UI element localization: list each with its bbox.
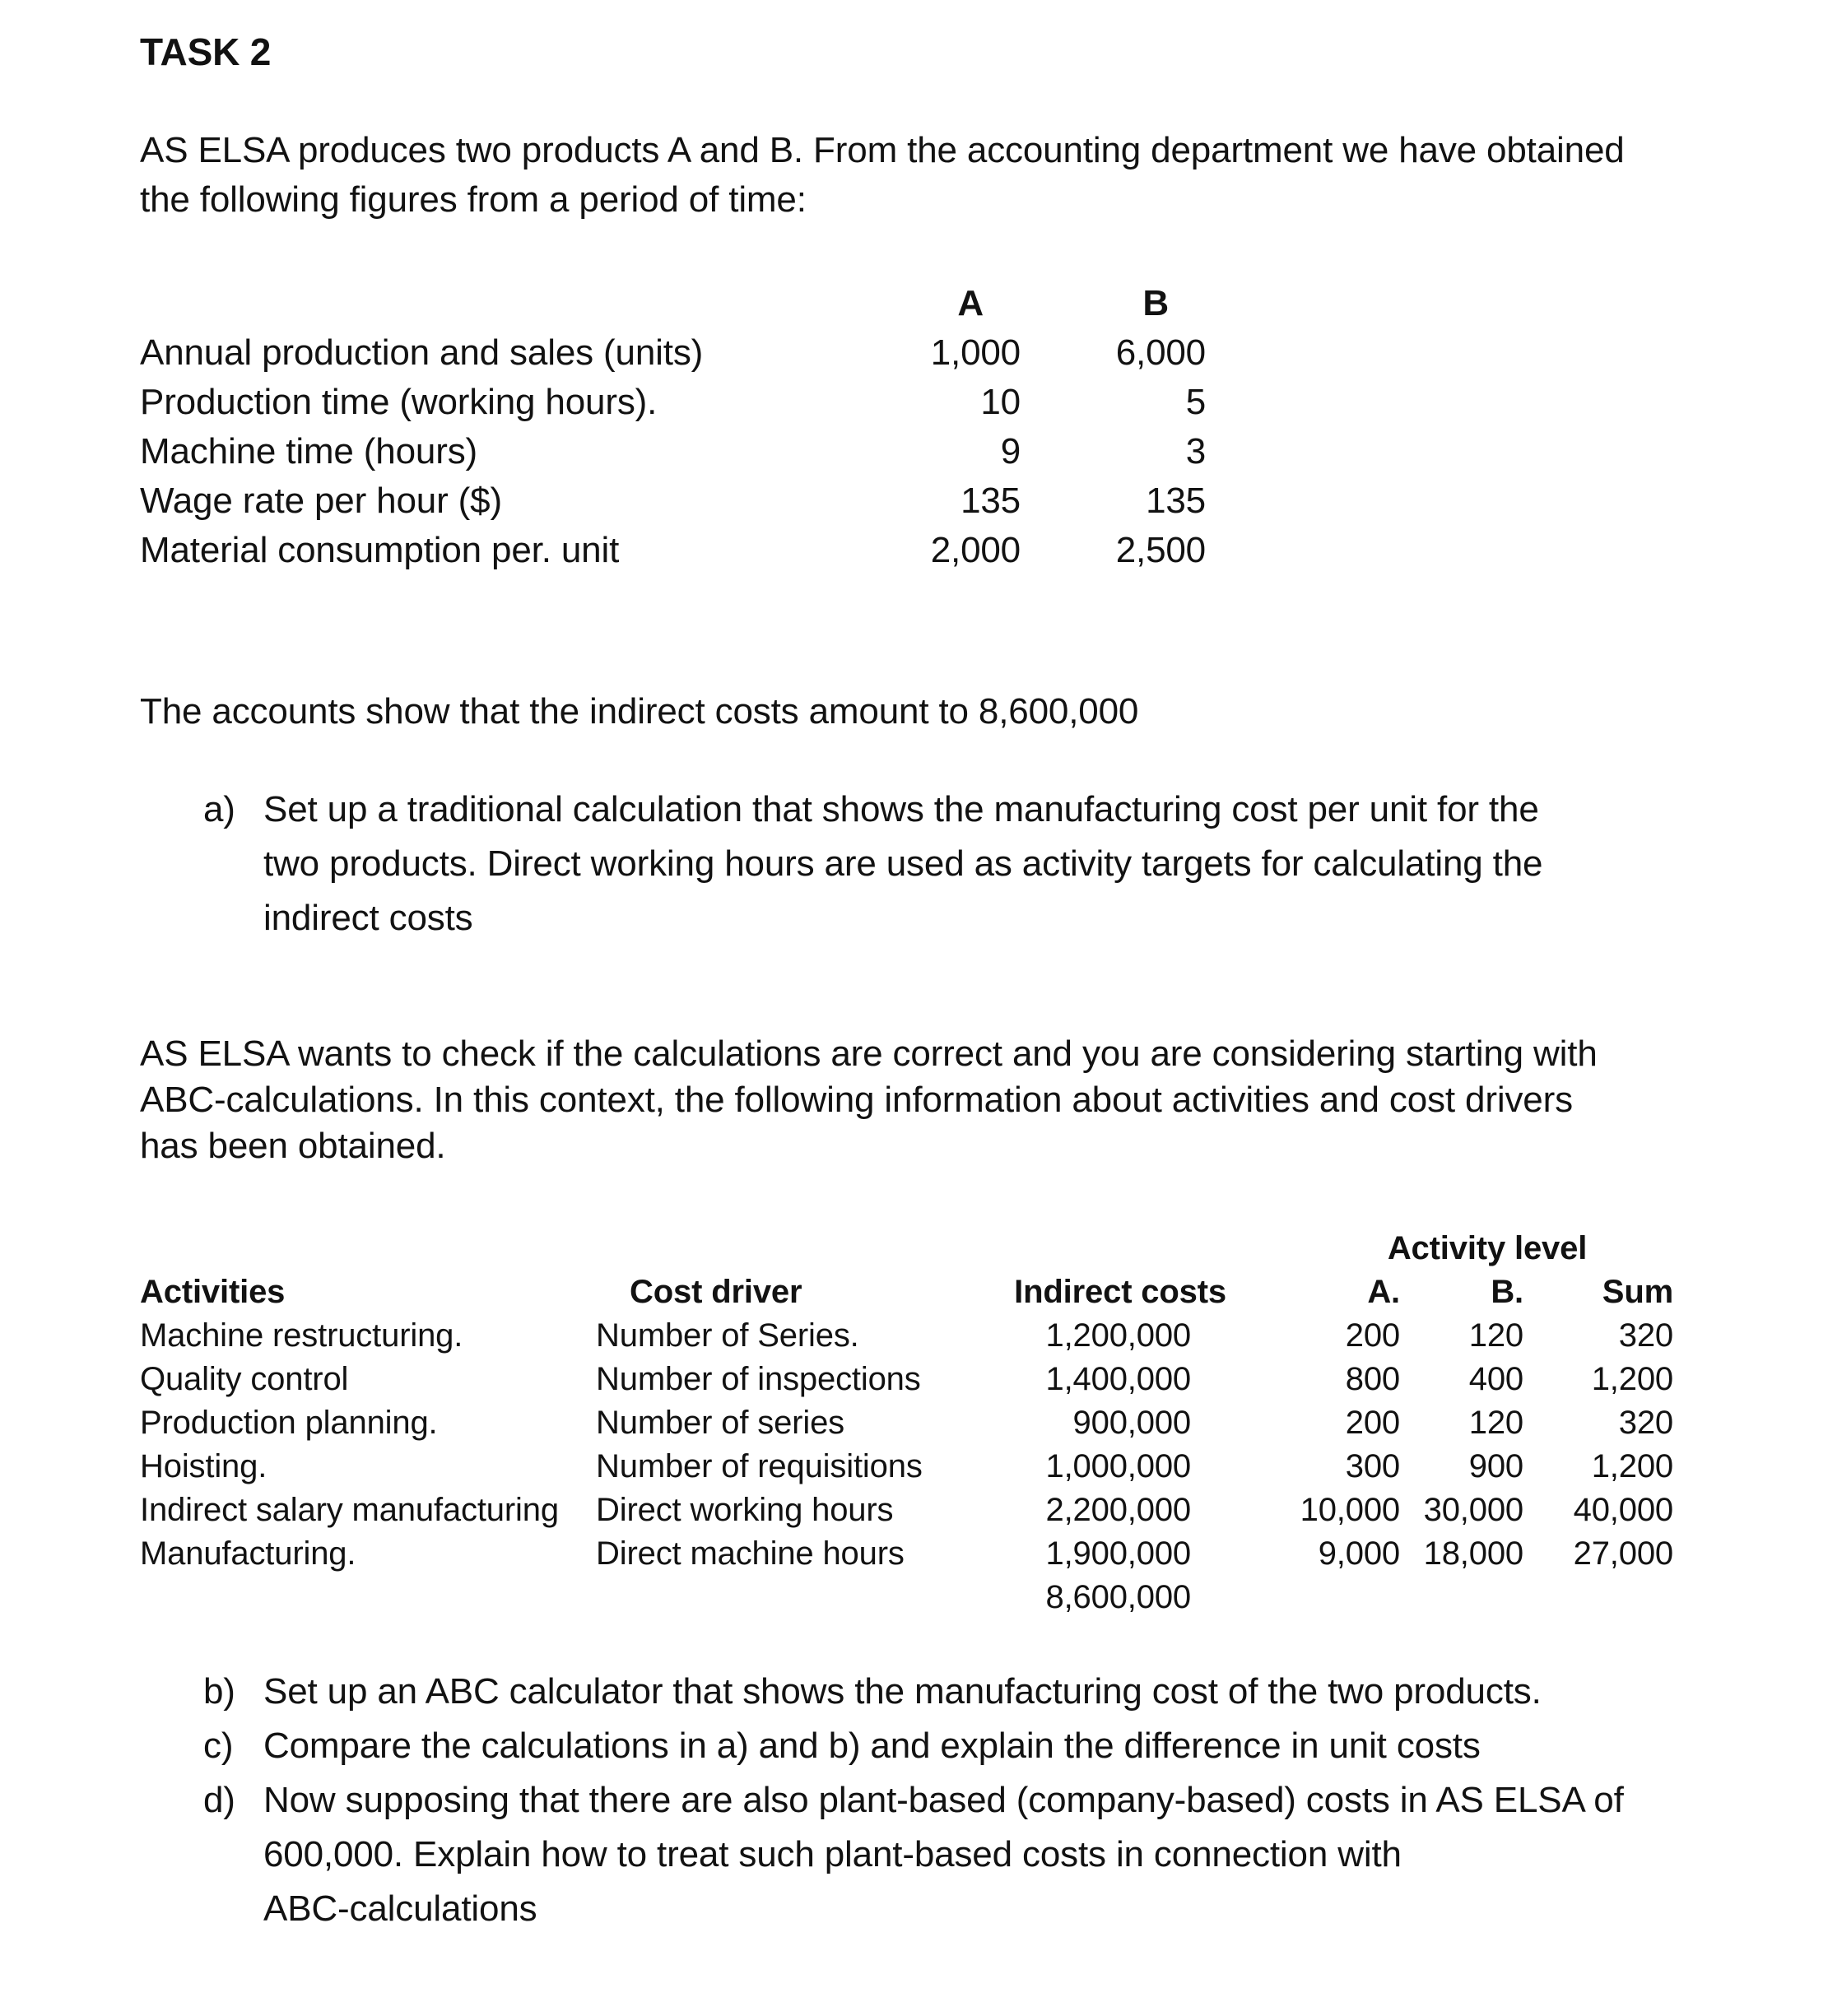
value-a: 1,000 <box>930 332 1021 373</box>
list-item-a <box>203 783 1828 945</box>
level-a-cell: 300 <box>1345 1448 1400 1484</box>
empty-cell <box>576 1576 963 1619</box>
cost-cell: 1,400,000 <box>1045 1361 1191 1397</box>
column-header-a: A. <box>1367 1274 1400 1310</box>
sum-cell: 320 <box>1618 1405 1673 1441</box>
intro-line: AS ELSA produces two products A and B. From the accounting department we have obtained <box>140 130 1625 170</box>
driver-cell: Number of requisitions <box>596 1448 923 1484</box>
level-a-cell: 800 <box>1345 1361 1400 1397</box>
text-line: 600,000. Explain how to treat such plant-based costs in connection with <box>263 1834 1402 1874</box>
table-row <box>140 1401 1828 1445</box>
cost-cell: 900,000 <box>1072 1405 1191 1441</box>
cost-cell: 1,200,000 <box>1045 1317 1191 1354</box>
level-a-cell: 10,000 <box>1300 1492 1400 1528</box>
level-b-cell: 120 <box>1468 1317 1523 1354</box>
level-b-cell: 900 <box>1468 1448 1523 1484</box>
column-header-cost-driver: Cost driver <box>630 1274 802 1310</box>
intro-line: the following figures from a period of time: <box>140 179 807 220</box>
column-header-indirect-costs: Indirect costs <box>1014 1274 1226 1310</box>
table-row <box>140 328 1828 378</box>
activity-cell: Quality control <box>140 1361 349 1397</box>
table-row <box>140 1445 1828 1489</box>
empty-cell <box>1412 1576 1535 1619</box>
indirect-costs-total: 8,600,000 <box>1045 1579 1191 1615</box>
sum-cell: 320 <box>1618 1317 1673 1354</box>
intro-paragraph <box>140 126 1828 225</box>
list-marker: b) <box>203 1671 235 1712</box>
level-a-cell: 200 <box>1345 1405 1400 1441</box>
list-item-c <box>203 1719 1828 1773</box>
empty-cell <box>140 1576 576 1619</box>
activity-cell: Machine restructuring. <box>140 1317 463 1354</box>
sum-cell: 40,000 <box>1573 1492 1673 1528</box>
column-header-a: A <box>957 283 984 323</box>
task-list-bcd <box>203 1665 1828 1936</box>
list-item-d <box>203 1773 1828 1936</box>
table-row <box>140 427 1828 476</box>
activities-table <box>140 1227 1828 1619</box>
table-row <box>140 526 1828 575</box>
level-b-cell: 18,000 <box>1423 1535 1523 1572</box>
list-item-b <box>203 1665 1828 1719</box>
value-b: 2,500 <box>1115 530 1206 570</box>
column-header-b: B <box>1142 283 1169 323</box>
text-line: Compare the calculations in a) and b) and explain the difference in unit costs <box>263 1726 1481 1766</box>
table-row <box>140 476 1828 526</box>
row-label: Production time (working hours). <box>140 382 658 422</box>
driver-cell: Direct working hours <box>596 1492 894 1528</box>
level-a-cell: 200 <box>1345 1317 1400 1354</box>
list-marker: c) <box>203 1726 234 1766</box>
text-line: Set up an ABC calculator that shows the manufacturing cost of the two products. <box>263 1671 1542 1712</box>
list-item-text <box>263 1665 1828 1719</box>
activity-cell: Hoisting. <box>140 1448 267 1484</box>
abc-line: ABC-calculations. In this context, the following information about activities and cost drivers <box>140 1080 1573 1120</box>
driver-cell: Direct machine hours <box>596 1535 905 1572</box>
list-marker: a) <box>203 789 235 829</box>
text-line: Set up a traditional calculation that shows the manufacturing cost per unit for the <box>263 789 1539 829</box>
driver-cell: Number of inspections <box>596 1361 921 1397</box>
activity-level-group-row <box>140 1227 1828 1270</box>
level-b-cell: 120 <box>1468 1405 1523 1441</box>
task-list-a <box>203 783 1828 945</box>
products-table <box>140 279 1828 575</box>
list-marker: d) <box>203 1780 235 1820</box>
value-a: 135 <box>961 481 1021 521</box>
row-label: Annual production and sales (units) <box>140 332 704 373</box>
table-row <box>140 1358 1828 1401</box>
empty-cell <box>1226 1576 1412 1619</box>
activity-level-group-header: Activity level <box>1387 1230 1588 1266</box>
level-b-cell: 30,000 <box>1423 1492 1523 1528</box>
value-a: 10 <box>980 382 1021 422</box>
column-header-sum: Sum <box>1602 1274 1673 1310</box>
abc-line: has been obtained. <box>140 1126 446 1166</box>
cost-cell: 1,900,000 <box>1045 1535 1191 1572</box>
value-b: 5 <box>1185 382 1206 422</box>
list-item-text <box>263 1719 1828 1773</box>
row-label: Wage rate per hour ($) <box>140 481 502 521</box>
activity-cell: Manufacturing. <box>140 1535 356 1572</box>
value-b: 6,000 <box>1115 332 1206 373</box>
row-label: Machine time (hours) <box>140 431 478 471</box>
table-row <box>140 1489 1828 1532</box>
value-b: 135 <box>1146 481 1206 521</box>
abc-paragraph <box>140 1031 1828 1169</box>
total-row <box>140 1576 1828 1619</box>
activity-cell: Production planning. <box>140 1405 438 1441</box>
abc-line: AS ELSA wants to check if the calculations are correct and you are considering starting with <box>140 1034 1598 1074</box>
sum-cell: 1,200 <box>1591 1448 1673 1484</box>
table-row <box>140 1314 1828 1358</box>
list-item-text <box>263 1773 1828 1936</box>
text-line: ABC-calculations <box>263 1888 537 1929</box>
column-header-b: B. <box>1491 1274 1523 1310</box>
value-a: 9 <box>1000 431 1021 471</box>
text-line: Now supposing that there are also plant-based (company-based) costs in AS ELSA of <box>263 1780 1624 1820</box>
list-item-text <box>263 783 1828 945</box>
cost-cell: 2,200,000 <box>1045 1492 1191 1528</box>
driver-cell: Number of Series. <box>596 1317 859 1354</box>
cost-cell: 1,000,000 <box>1045 1448 1191 1484</box>
empty-cell <box>1535 1576 1691 1619</box>
value-a: 2,000 <box>930 530 1021 570</box>
sum-cell: 1,200 <box>1591 1361 1673 1397</box>
text-line: indirect costs <box>263 898 473 938</box>
products-table-header-row <box>140 279 1828 328</box>
activities-table-header-row <box>140 1270 1828 1314</box>
page-title: TASK 2 <box>140 30 272 73</box>
row-label: Material consumption per. unit <box>140 530 620 570</box>
activity-cell: Indirect salary manufacturing <box>140 1492 559 1528</box>
level-b-cell: 400 <box>1468 1361 1523 1397</box>
value-b: 3 <box>1185 431 1206 471</box>
table-row <box>140 1532 1828 1576</box>
table-row <box>140 378 1828 427</box>
text-line: two products. Direct working hours are used as activity targets for calculating the <box>263 843 1543 884</box>
driver-cell: Number of series <box>596 1405 844 1441</box>
sum-cell: 27,000 <box>1573 1535 1673 1572</box>
empty-cell <box>140 279 782 328</box>
indirect-costs-note: The accounts show that the indirect costs amount to 8,600,000 <box>140 691 1139 732</box>
column-header-activities: Activities <box>140 1274 286 1310</box>
level-a-cell: 9,000 <box>1318 1535 1400 1572</box>
